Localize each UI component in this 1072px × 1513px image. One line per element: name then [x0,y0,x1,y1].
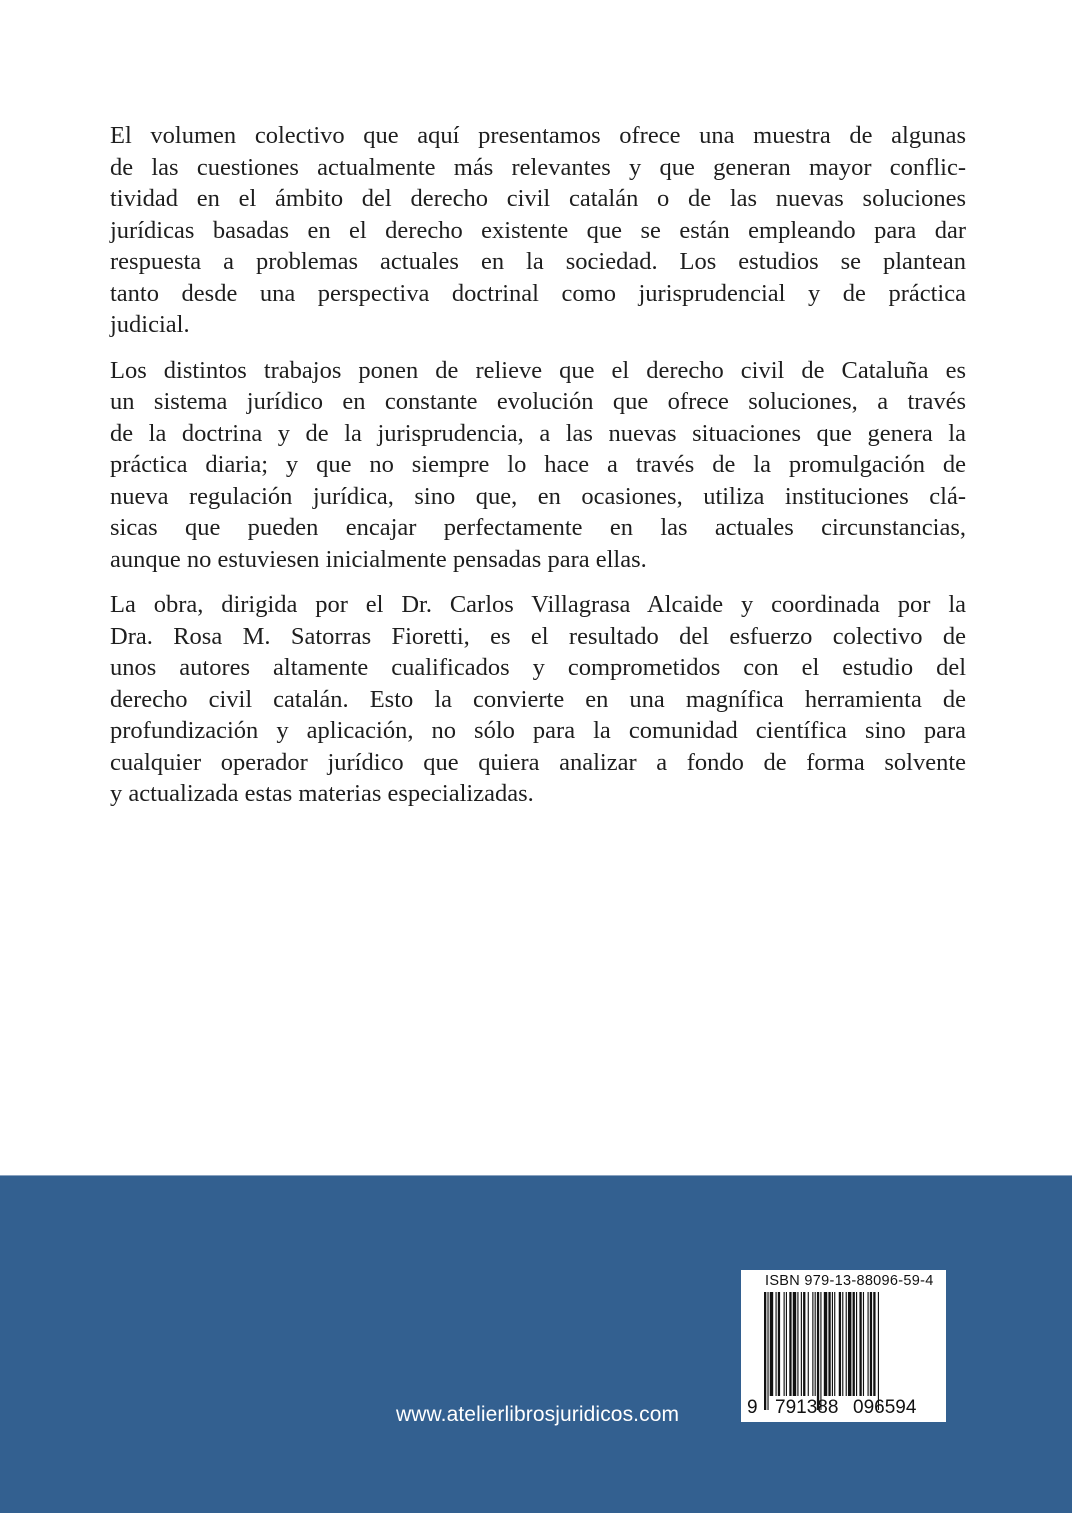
barcode-bar [784,1292,785,1396]
barcode-digits-left: 791388 [775,1397,839,1418]
text-line: de las cuestiones actualmente más relevantes y que generan mayor conflic- [110,153,966,181]
barcode-bar [848,1292,851,1396]
barcode-bar [770,1292,773,1396]
barcode-bar [764,1292,766,1410]
barcode-bar [803,1292,805,1396]
barcode-bar [789,1292,791,1396]
text-line: respuesta a problemas actuales en la sociedad. Los estudios se plantean [110,248,966,275]
barcode-bar [846,1292,847,1396]
text-line: jurídicas basadas en el derecho existente que se están empleando para dar [110,216,966,244]
barcode-bar [863,1292,864,1396]
barcode-digits-right: 096594 [853,1397,917,1418]
barcode-bar [834,1292,835,1396]
text-line: aunque no estuviesen inicialmente pensadas para ellas. [110,545,647,573]
barcode-bar [859,1292,861,1396]
barcode-bar [878,1292,879,1410]
barcode-bar [856,1292,857,1396]
text-line: nueva regulación jurídica, sino que, en ocasiones, utiliza instituciones clá- [110,482,966,510]
text-line: Dra. Rosa M. Satorras Fioretti, es el resultado del esfuerzo colectivo de [110,622,966,650]
barcode-bar [786,1292,787,1396]
barcode-bar [778,1292,780,1396]
text-line: Los distintos trabajos ponen de relieve que el derecho civil de Cataluña es [110,356,966,384]
text-line: profundización y aplicación, no sólo para la comunidad científica sino para [110,717,966,744]
text-line: unos autores altamente cualificados y comprometidos con el estudio del [110,654,966,681]
barcode-bar [812,1292,813,1396]
barcode-bar [842,1292,843,1396]
barcode-bar [817,1292,819,1410]
text-line: tividad en el ámbito del derecho civil catalán o de las nuevas soluciones [110,185,966,212]
text-line: judicial. [110,311,190,338]
barcode-bar [868,1292,869,1396]
isbn-barcode [741,1270,946,1422]
text-line: práctica diaria; y que no siempre lo hace a través de la promulgación de [110,451,966,478]
barcode-bar [808,1292,809,1396]
barcode-bar [815,1292,816,1396]
paragraph-3 [110,589,966,810]
text-line: y actualizada estas materias especializadas. [110,780,534,807]
text-line: un sistema jurídico en constante evolución que ofrece soluciones, a través [110,388,966,415]
barcode-digit-first: 9 [747,1397,758,1418]
barcode-bar [793,1292,796,1396]
back-cover-text [110,120,966,824]
isbn-label: ISBN 979-13-88096-59-4 [765,1273,934,1289]
text-line: El volumen colectivo que aquí presentamos ofrece una muestra de algunas [110,122,966,149]
barcode-bar [767,1292,768,1410]
barcode-bar [870,1292,872,1396]
barcode-bar [832,1292,833,1396]
barcode-bar [824,1292,827,1396]
text-line: cualquier operador jurídico que quiera analizar a fondo de forma solvente [110,748,966,776]
barcode-bar [820,1292,821,1410]
barcode-bar [801,1292,802,1396]
paragraph-1 [110,120,966,341]
text-line: La obra, dirigida por el Dr. Carlos Villagrasa Alcaide y coordinada por la [110,591,966,618]
text-line: derecho civil catalán. Esto la convierte en una magnífica herramienta de [110,685,966,713]
barcode-bar [776,1292,777,1396]
barcode-bar [873,1292,875,1396]
text-line: de la doctrina y de la jurisprudencia, a las nuevas situaciones que genera la [110,419,966,447]
barcode-bar [853,1292,855,1396]
paragraph-2 [110,355,966,576]
text-line: sicas que pueden encajar perfectamente en las actuales circunstancias, [110,514,966,541]
publisher-website-link[interactable]: www.atelierlibrosjuridicos.com [396,1403,680,1426]
barcode-bar [828,1292,830,1396]
barcode-bar [839,1292,841,1396]
barcode-bar [797,1292,798,1396]
text-line: tanto desde una perspectiva doctrinal como jurisprudencial y de práctica [110,279,966,307]
